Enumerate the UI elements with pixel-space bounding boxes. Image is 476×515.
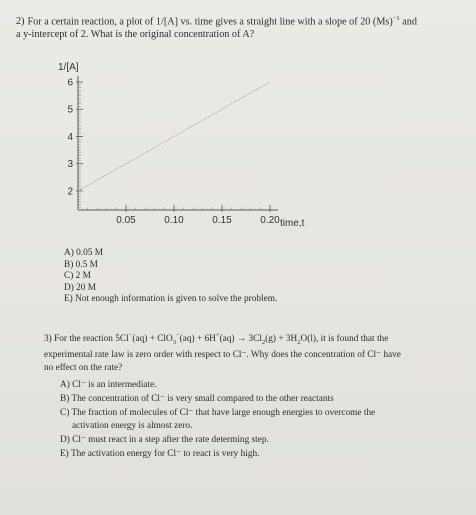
choice-3b[interactable]: B) The concentration of Cl⁻ is very small compared to the other reactants: [60, 393, 334, 404]
choice-2a[interactable]: A) 0.05 M: [64, 248, 104, 258]
choice-2b[interactable]: B) 0.5 M: [64, 259, 98, 270]
question-3-stem-line3: no effect on the rate?: [44, 362, 123, 373]
plot-1-over-a-vs-time: [40, 60, 340, 240]
series: [78, 82, 270, 191]
y-tick-label-2: 2: [67, 186, 73, 198]
y-axis-label: 1/[A]: [58, 62, 79, 73]
y-tick-label-6: 6: [67, 77, 73, 89]
x-tick-label-0.20: 0.20: [260, 215, 280, 226]
x-axis-label: time,t: [280, 218, 305, 229]
question-3: [44, 329, 464, 462]
x-ticks: [78, 205, 280, 226]
question-2-exponent: −1: [392, 15, 400, 22]
x-tick-label-0.10: 0.10: [164, 215, 184, 226]
choice-3c[interactable]: C) The fraction of molecules of Cl⁻ that have large enough energies to overcome the activation energy is almost zero.: [60, 407, 376, 431]
choice-3a[interactable]: A) Cl⁻ is an intermediate.: [60, 379, 157, 390]
choice-2d[interactable]: D) 20 M: [64, 282, 97, 293]
question-2-stem-end: and: [399, 16, 417, 28]
y-ticks: [67, 78, 83, 211]
axes: [78, 76, 278, 210]
choice-3e[interactable]: E) The activation energy for Cl⁻ to react is very high.: [60, 448, 260, 459]
question-2-stem-line2: a y-intercept of 2. What is the original concentration of A?: [16, 29, 255, 41]
series-line-0: [78, 82, 270, 191]
x-tick-label-0.15: 0.15: [212, 215, 232, 226]
question-2-choices: [64, 248, 277, 306]
choice-2c[interactable]: C) 2 M: [64, 271, 91, 281]
question-2-number: 2): [16, 16, 25, 28]
question-3-choices: [44, 379, 464, 461]
choice-2e[interactable]: E) Not enough information is given to solve the problem.: [64, 294, 278, 304]
question-3-stem-line2: experimental rate law is zero order with respect to Cl⁻. Why does the concentration of Cl⁻ have: [44, 349, 401, 360]
x-tick-label-0.05: 0.05: [116, 215, 136, 226]
question-2-text: [16, 12, 468, 41]
choice-3d[interactable]: D) Cl⁻ must react in a step after the rate determing step.: [60, 434, 269, 445]
y-tick-label-5: 5: [67, 104, 73, 116]
y-tick-label-4: 4: [67, 131, 73, 143]
question-3-stem: 3) For the reaction $5Cl^-(aq) + ClO_3^-(aq) + 6H^+(aq) \to 3Cl_2(g) + 3H_2O(l)$, it is found that the experimental rate law is zero order with respect to Cl⁻. Why does the concentration of Cl⁻ have no effect on the rate?: [44, 329, 464, 375]
y-tick-label-3: 3: [67, 159, 73, 171]
question-2-stem: For a certain reaction, a plot of 1/[A] vs. time gives a straight line with a slope of 20 (Ms): [27, 16, 393, 28]
